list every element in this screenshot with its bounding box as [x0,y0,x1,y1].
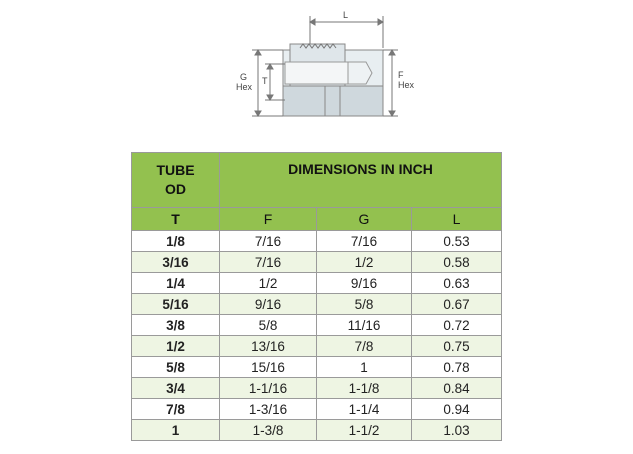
table-cell: 5/8 [317,294,412,315]
table-cell: 0.53 [412,231,502,252]
table-cell: 5/8 [132,357,220,378]
dimensions-table-wrap [131,152,501,441]
header-tube-od [132,153,220,208]
table-cell: 15/16 [220,357,317,378]
label-g-hex: Hex [236,82,253,92]
fitting-drawing [0,0,633,140]
table-cell: 11/16 [317,315,412,336]
table-cell: 0.78 [412,357,502,378]
table-cell: 1-1/16 [220,378,317,399]
col-header-t: T [132,208,220,231]
header-dimensions: DIMENSIONS IN INCH [220,153,502,208]
table-cell: 1/4 [132,273,220,294]
table-row [132,294,502,315]
table-cell: 3/16 [132,252,220,273]
table-row [132,315,502,336]
table-cell: 3/8 [132,315,220,336]
label-t: T [262,76,268,86]
table-cell: 0.63 [412,273,502,294]
table-row [132,252,502,273]
table-cell: 1/8 [132,231,220,252]
table-cell: 7/8 [132,399,220,420]
table-cell: 0.72 [412,315,502,336]
label-g: G [240,72,248,82]
header-od: OD [165,181,186,197]
table-row [132,231,502,252]
table-cell: 0.67 [412,294,502,315]
table-cell: 7/16 [220,231,317,252]
table-cell: 1/2 [220,273,317,294]
table-cell: 0.75 [412,336,502,357]
table-cell: 1/2 [132,336,220,357]
table-cell: 9/16 [220,294,317,315]
table-cell: 1-1/2 [317,420,412,441]
table-cell: 1-3/8 [220,420,317,441]
table-cell: 1/2 [317,252,412,273]
table-row [132,378,502,399]
table-row [132,357,502,378]
table-cell: 5/8 [220,315,317,336]
table-body [132,231,502,441]
table-row [132,420,502,441]
label-f: F [398,70,404,80]
header-tube: TUBE [156,162,195,178]
table-cell: 5/16 [132,294,220,315]
table-row [132,399,502,420]
table-cell: 0.84 [412,378,502,399]
col-header-f: F [220,208,317,231]
label-f-hex: Hex [398,80,415,90]
table-header-row [132,153,502,208]
label-l: L [343,10,349,20]
col-header-g: G [317,208,412,231]
table-cell: 1 [132,420,220,441]
col-header-l: L [412,208,502,231]
table-cell: 3/4 [132,378,220,399]
table-row [132,336,502,357]
table-cell: 1-1/4 [317,399,412,420]
table-cell: 9/16 [317,273,412,294]
table-cell: 1-3/16 [220,399,317,420]
table-subheader-row [132,208,502,231]
table-cell: 1 [317,357,412,378]
dimensions-table [131,152,502,441]
table-cell: 7/8 [317,336,412,357]
table-cell: 1-1/8 [317,378,412,399]
table-cell: 0.94 [412,399,502,420]
table-cell: 1.03 [412,420,502,441]
table-cell: 0.58 [412,252,502,273]
table-cell: 13/16 [220,336,317,357]
table-cell: 7/16 [220,252,317,273]
table-row [132,273,502,294]
table-cell: 7/16 [317,231,412,252]
